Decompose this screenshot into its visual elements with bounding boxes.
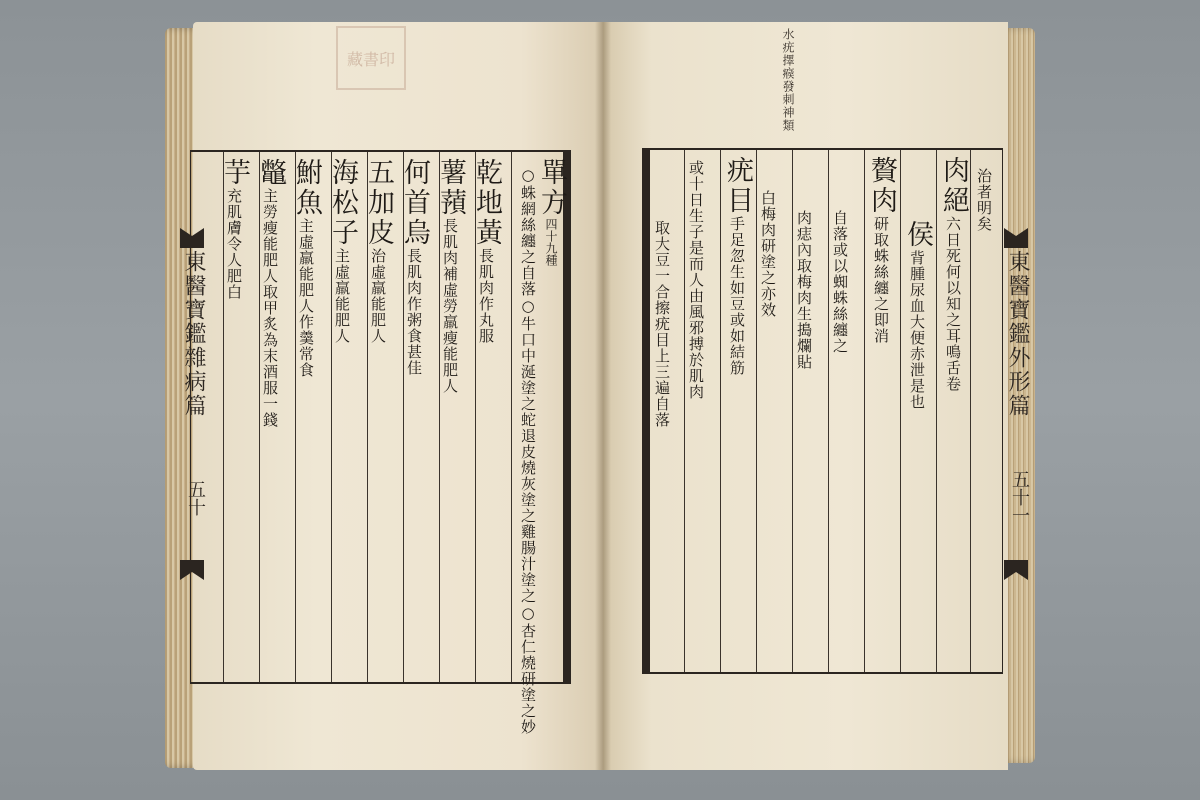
right-folio: 五十一 [1009,470,1030,524]
left-side-title: 東醫寶鑑雜病篇 [181,250,206,418]
book-gutter [595,22,611,770]
text-column: 疣目手足忽生如豆或如結筋 [722,156,753,376]
text-column: 何首烏長肌肉作粥食甚佳 [399,158,430,376]
library-seal: 藏書印 [336,26,406,90]
text-column: 五加皮治虛羸能肥人 [363,158,394,344]
right-text-frame [648,148,1003,674]
text-column: 治者明矣 [975,168,993,232]
text-column: 單方四十九種 [536,158,567,266]
text-column: 肉痣內取梅肉生搗爛貼 [795,210,813,370]
left-text-frame [190,150,567,735]
text-column: 或十日生子是而人由風邪搏於肌肉 [687,160,705,400]
text-column: 海松子主虛羸能肥人 [327,158,358,344]
marginal-note: 水疣擇瘊發刺神類 [781,28,795,132]
text-column: 薯蕷長肌肉補虛勞羸瘦能肥人 [435,158,466,394]
text-column: 鮒魚主虛羸能肥人作羹常食 [291,158,322,378]
text-column: 侯背腫尿血大便赤泄是也 [902,220,933,410]
text-column: 自落或以蜘蛛絲纏之 [831,210,849,354]
text-column: 鼈主勞瘦能肥人取甲炙為末酒服一錢 [255,158,286,428]
text-column: ○蛛網絲纏之自落○牛口中涎塗之蛇退皮燒灰塗之雞腸汁塗之○杏仁燒研塗之妙 [519,166,537,735]
text-column: 贅肉研取蛛絲纏之即消 [866,156,897,344]
left-folio: 五十 [185,480,206,516]
text-column: 取大豆一合擦疣目上三遍自落 [653,220,671,428]
text-column: 乾地黃長肌肉作丸服 [471,158,502,344]
right-side-title: 東醫寶鑑外形篇 [1005,250,1030,418]
text-column: 肉絕六日死何以知之耳鳴舌卷 [938,156,969,392]
text-column: 芋充肌膚令人肥白 [219,158,250,300]
text-column: 白梅肉研塗之亦效 [759,190,777,318]
